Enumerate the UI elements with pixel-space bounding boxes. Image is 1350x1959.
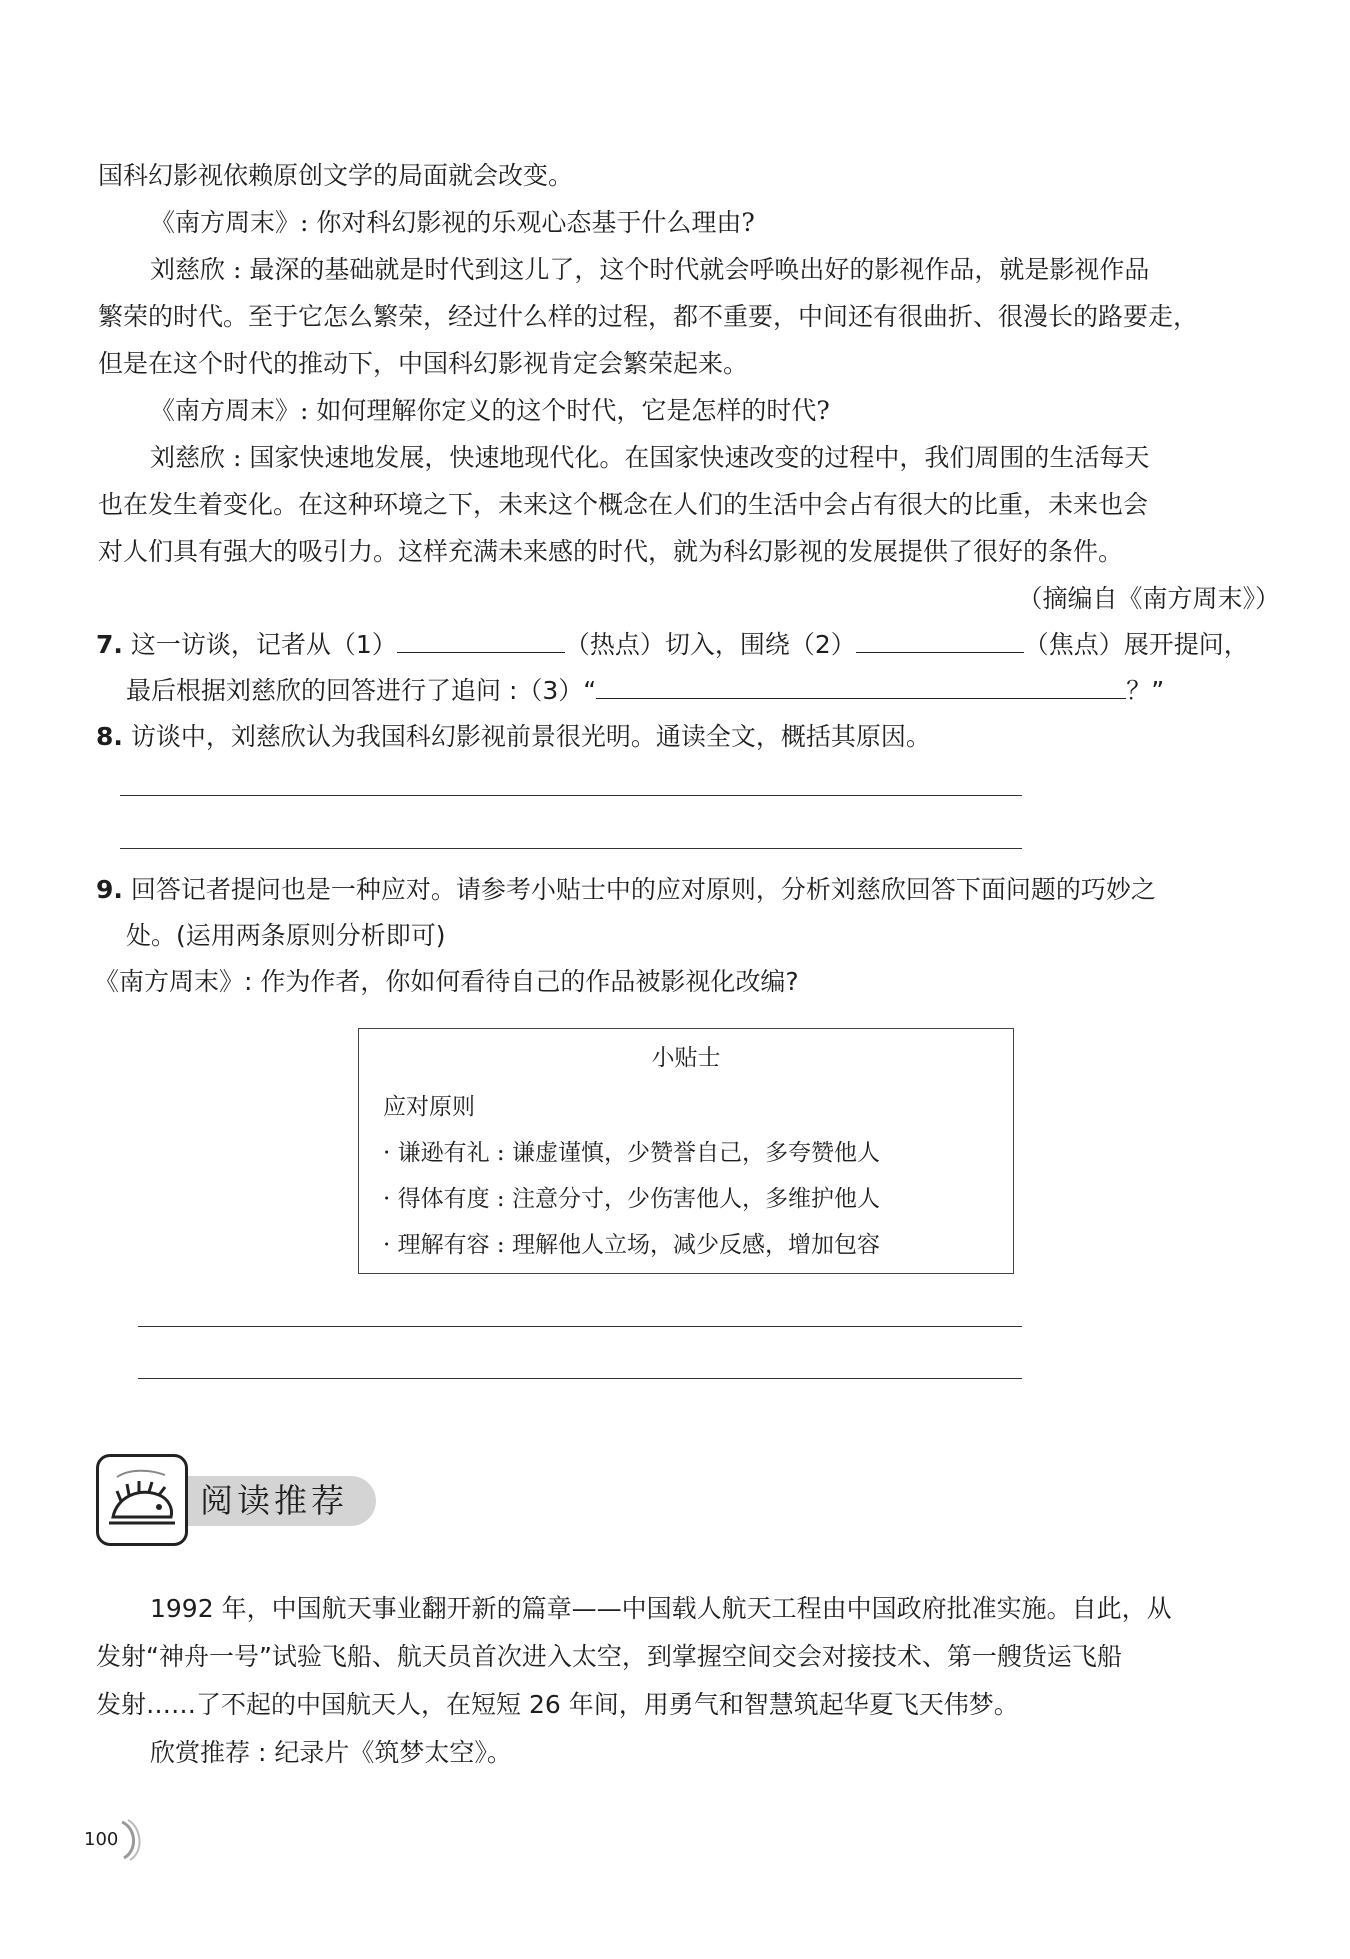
question-7-number: 7. xyxy=(96,630,123,659)
question-9-text-line-2: 处。(运用两条原则分析即可) xyxy=(126,921,446,950)
interview-line-1: 国科幻影视依赖原创文学的局面就会改变。 xyxy=(98,161,574,190)
tips-title: 小贴士 xyxy=(651,1045,721,1071)
question-7-line-2 xyxy=(126,668,1164,714)
question-7-text-b: （热点）切入，围绕（2） xyxy=(564,630,856,659)
interview-question-1: 《南方周末》: 你对科幻影视的乐观心态基于什么理由? xyxy=(150,208,755,237)
tips-heading: 应对原则 xyxy=(383,1094,475,1120)
answer-line-9-2[interactable] xyxy=(138,1378,1022,1379)
reading-line-1: 1992 年，中国航天事业翻开新的篇章——中国载人航天工程由中国政府批准实施。自此，从 xyxy=(150,1594,1172,1623)
reading-recommendation-header xyxy=(96,1454,376,1546)
question-7-text-c: （焦点）展开提问， xyxy=(1023,630,1249,659)
answer-blank-7-1[interactable] xyxy=(397,622,565,653)
question-7 xyxy=(96,622,1249,668)
question-7-text-a: 这一访谈，记者从（1） xyxy=(130,630,397,659)
reading-line-4: 欣赏推荐 : 纪录片《筑梦太空》。 xyxy=(150,1738,512,1767)
interview-answer-1-line-1: 刘慈欣 : 最深的基础就是时代到这儿了，这个时代就会呼唤出好的影视作品，就是影视作品 xyxy=(150,255,1150,284)
question-8-text: 访谈中，刘慈欣认为我国科幻影视前景很光明。通读全文，概括其原因。 xyxy=(130,722,931,751)
tips-item-2: · 得体有度 : 注意分寸，少伤害他人，多维护他人 xyxy=(383,1186,880,1212)
answer-blank-7-2[interactable] xyxy=(856,622,1024,653)
dinosaur-icon xyxy=(96,1454,188,1546)
interview-answer-1-line-2: 繁荣的时代。至于它怎么繁荣，经过什么样的过程，都不重要，中间还有很曲折、很漫长的路要走， xyxy=(98,302,1199,331)
page-number: 100 xyxy=(84,1829,119,1850)
question-9-number: 9. xyxy=(96,875,123,904)
answer-line-8-1[interactable] xyxy=(120,795,1022,796)
answer-line-8-2[interactable] xyxy=(120,848,1022,849)
interview-answer-2-line-3: 对人们具有强大的吸引力。这样充满未来感的时代，就为科幻影视的发展提供了很好的条件。 xyxy=(98,537,1124,566)
tips-item-3: · 理解有容 : 理解他人立场，减少反感，增加包容 xyxy=(383,1232,880,1258)
reading-recommendation-title: 阅读推荐 xyxy=(200,1481,348,1520)
question-9-prompt: 《南方周末》: 作为作者，你如何看待自己的作品被影视化改编? xyxy=(94,967,799,996)
interview-answer-2-line-2: 也在发生着变化。在这种环境之下，未来这个概念在人们的生活中会占有很大的比重，未来也会 xyxy=(98,490,1149,519)
question-9 xyxy=(96,867,1156,913)
interview-answer-2-line-1: 刘慈欣 : 国家快速地发展，快速地现代化。在国家快速改变的过程中，我们周围的生活每天 xyxy=(150,443,1150,472)
answer-blank-7-3[interactable] xyxy=(596,668,1126,699)
tips-box xyxy=(358,1028,1014,1274)
reading-line-3: 发射……了不起的中国航天人，在短短 26 年间，用勇气和智慧筑起华夏飞天伟梦。 xyxy=(96,1690,1019,1719)
question-7-text-e: ？” xyxy=(1126,676,1165,705)
tips-item-1: · 谦逊有礼 : 谦虚谨慎，少赞誉自己，多夸赞他人 xyxy=(383,1140,880,1166)
interview-source: （摘编自《南方周末》） xyxy=(1017,584,1280,613)
question-8 xyxy=(96,714,931,760)
question-8-number: 8. xyxy=(96,722,123,751)
reading-line-2: 发射“神舟一号”试验飞船、航天员首次进入太空，到掌握空间交会对接技术、第一艘货运飞船 xyxy=(96,1642,1122,1671)
answer-line-9-1[interactable] xyxy=(138,1326,1022,1327)
interview-question-2: 《南方周末》: 如何理解你定义的这个时代，它是怎样的时代? xyxy=(150,396,830,425)
interview-answer-1-line-3: 但是在这个时代的推动下，中国科幻影视肯定会繁荣起来。 xyxy=(98,349,749,378)
question-9-text-line-1: 回答记者提问也是一种应对。请参考小贴士中的应对原则，分析刘慈欣回答下面问题的巧妙之 xyxy=(130,875,1156,904)
question-7-text-d: 最后根据刘慈欣的回答进行了追问 :（3）“ xyxy=(126,676,597,705)
